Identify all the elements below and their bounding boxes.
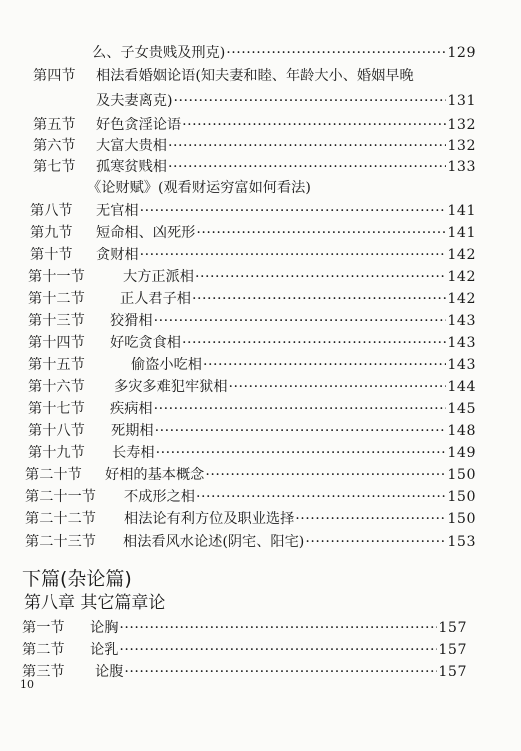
dot-leader [196, 488, 446, 506]
dot-leader [305, 533, 446, 551]
entry-title: 论乳 [90, 642, 119, 658]
section-number: 第十节 [30, 247, 73, 263]
dot-leader [196, 224, 446, 242]
toc-entry-section-10 [30, 246, 476, 264]
dot-leader [173, 92, 446, 110]
entry-title-line-2: 及夫妻离克) [96, 93, 173, 109]
chapter-title: 第八章 其它篇章论 [24, 593, 166, 613]
entry-title: 短命相、凶死形 [96, 225, 196, 241]
section-number: 第六节 [33, 138, 76, 154]
dot-leader [140, 202, 447, 220]
toc-entry-section-17 [28, 400, 476, 418]
page-number: 131 [447, 93, 476, 109]
section-number: 第九节 [30, 225, 73, 241]
page-number: 141 [447, 203, 476, 219]
entry-title: 大方正派相 [123, 269, 194, 285]
entry-title: 狡猾相 [110, 313, 153, 329]
dot-leader [182, 334, 446, 352]
entry-title: 大富大贵相 [96, 138, 167, 154]
page-number: 157 [438, 620, 467, 636]
toc-entry-section-7 [33, 158, 476, 176]
section-number: 第十五节 [28, 357, 85, 373]
toc-entry-section-5 [33, 116, 476, 134]
part-title: 下篇(杂论篇) [22, 568, 132, 590]
page-number: 153 [447, 534, 476, 550]
dot-leader [295, 510, 446, 528]
page-number: 157 [438, 642, 467, 658]
toc-entry-section-11 [28, 268, 476, 286]
toc-entry-section-13 [28, 312, 476, 330]
toc-entry-section-22 [25, 510, 476, 528]
dot-leader [226, 44, 446, 62]
page-number: 143 [447, 335, 476, 351]
section-number: 第八节 [30, 203, 73, 219]
toc-entry-chapter8-section-1 [22, 619, 467, 637]
page-number: 144 [447, 379, 476, 395]
toc-entry-section-14 [28, 334, 476, 352]
entry-title: 不成形之相 [124, 489, 195, 505]
dot-leader [154, 312, 447, 330]
section-number: 第四节 [33, 68, 76, 84]
page-number: 143 [447, 357, 476, 373]
dot-leader [182, 116, 446, 134]
page-number: 149 [447, 445, 476, 461]
entry-title: 好相的基本概念 [105, 467, 205, 483]
section-number: 第十九节 [28, 445, 85, 461]
page-folio: 10 [20, 678, 34, 691]
toc-entry-section-4 [33, 67, 76, 85]
dot-leader [192, 290, 446, 308]
entry-title: 好色贪淫论语 [96, 117, 182, 133]
toc-entry-chapter8-section-3 [22, 663, 467, 681]
section-number: 第十七节 [28, 401, 85, 417]
entry-title: 正人君子相 [120, 291, 191, 307]
toc-entry-section-8 [30, 202, 476, 220]
toc-entry-section-21 [25, 488, 476, 506]
section-number: 第二十一节 [25, 489, 96, 505]
dot-leader [168, 137, 446, 155]
toc-entry-section-12 [28, 290, 476, 308]
section-number: 第十四节 [28, 335, 85, 351]
section-number: 第十三节 [28, 313, 85, 329]
entry-title: 偷盗小吃相 [131, 357, 202, 373]
toc-entry-section-6 [33, 137, 476, 155]
section-number: 第二节 [22, 642, 65, 658]
page-number: 132 [447, 117, 476, 133]
entry-title: 贪财相 [96, 247, 139, 263]
dot-leader [229, 378, 447, 396]
page-number: 150 [447, 489, 476, 505]
entry-title: 多灾多难犯牢狱相 [114, 379, 228, 395]
page-number: 129 [447, 45, 476, 61]
section-number: 第十二节 [28, 291, 85, 307]
toc-entry-section-9 [30, 224, 476, 242]
entry-title: 疾病相 [110, 401, 153, 417]
section-number: 第七节 [33, 159, 76, 175]
entry-title: 长寿相 [112, 445, 155, 461]
dot-leader [195, 268, 446, 286]
page-number: 143 [447, 313, 476, 329]
entry-title: 论腹 [95, 664, 124, 680]
toc-entry-section-19 [28, 444, 476, 462]
entry-title: 相法看风水论述(阴宅、阳宅) [123, 534, 305, 550]
dot-leader [155, 422, 447, 440]
entry-title-line-1: 相法看婚姻论语(知夫妻和睦、年龄大小、婚姻早晚 [96, 68, 414, 84]
dot-leader [154, 400, 447, 418]
section-number: 第十一节 [28, 269, 85, 285]
page-number: 150 [447, 511, 476, 527]
page-number: 150 [447, 467, 476, 483]
page-number: 142 [447, 291, 476, 307]
entry-title: 死期相 [111, 423, 154, 439]
section-number: 第二十三节 [25, 534, 96, 550]
subsection-heading: 《论财赋》(观看财运穷富如何看法) [87, 180, 311, 196]
entry-title: 相法论有利方位及职业选择 [124, 511, 295, 527]
page-number: 133 [447, 159, 476, 175]
section-number: 第三节 [22, 664, 65, 680]
toc-entry-chapter8-section-2 [22, 641, 467, 659]
entry-title: 无官相 [96, 203, 139, 219]
dot-leader [119, 641, 437, 659]
page-number: 157 [438, 664, 467, 680]
dot-leader [156, 444, 447, 462]
page-number: 142 [447, 247, 476, 263]
section-number: 第五节 [33, 117, 76, 133]
dot-leader [119, 619, 437, 637]
section-number: 第二十二节 [25, 511, 96, 527]
toc-entry-section-20 [25, 466, 476, 484]
entry-title: 好吃贪食相 [110, 335, 181, 351]
entry-title: 孤寒贫贱相 [96, 159, 167, 175]
section-number: 第十八节 [28, 423, 85, 439]
page-number: 145 [447, 401, 476, 417]
entry-title: 么、子女贵贱及刑克) [92, 45, 226, 61]
toc-entry-section-18 [28, 422, 476, 440]
toc-entry-section-4-line-2 [96, 92, 476, 110]
dot-leader [124, 663, 437, 681]
page-number: 142 [447, 269, 476, 285]
dot-leader [205, 466, 446, 484]
entry-title: 论胸 [90, 620, 119, 636]
toc-entry-section-23 [25, 533, 476, 551]
dot-leader [140, 246, 447, 264]
page-number: 132 [447, 138, 476, 154]
toc-entry-section-15 [28, 356, 476, 374]
section-number: 第二十节 [25, 467, 82, 483]
dot-leader [168, 158, 446, 176]
section-number: 第一节 [22, 620, 65, 636]
dot-leader [203, 356, 446, 374]
section-number: 第十六节 [28, 379, 85, 395]
page-number: 141 [447, 225, 476, 241]
toc-entry-section-16 [28, 378, 476, 396]
toc-entry-continuation [92, 44, 476, 62]
page-number: 148 [447, 423, 476, 439]
